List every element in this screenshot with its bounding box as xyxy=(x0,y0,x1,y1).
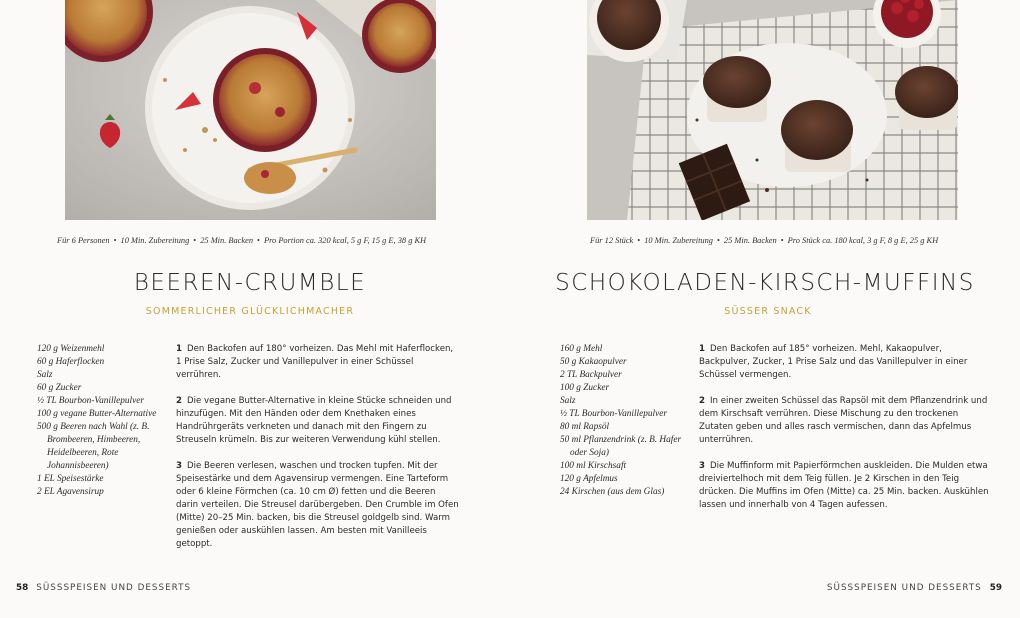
step-number: 3 xyxy=(176,461,182,471)
crumble-photo-illustration xyxy=(65,0,436,220)
recipe-meta xyxy=(57,236,426,245)
ingredient-item: 50 g Kakaopulver xyxy=(560,357,627,367)
instruction-step xyxy=(699,343,995,382)
ingredient-item: 100 ml Kirschsaft xyxy=(560,461,627,471)
bake-time: 25 Min. Backen xyxy=(723,236,777,245)
step-number: 3 xyxy=(699,461,705,471)
instruction-step xyxy=(176,395,460,447)
step-number: 1 xyxy=(699,344,705,354)
ingredient-item: 2 EL Agavensirup xyxy=(37,487,104,497)
ingredient-list xyxy=(37,343,163,499)
meta-separator: • xyxy=(113,236,117,245)
prep-time: 10 Min. Zubereitung xyxy=(120,236,190,245)
ingredient-item: 120 g Weizenmehl xyxy=(37,344,105,354)
ingredient-item: ½ TL Bourbon-Vanillepulver xyxy=(560,409,668,419)
meta-separator: • xyxy=(193,236,197,245)
meta-separator: • xyxy=(257,236,260,245)
step-text: In einer zweiten Schüssel das Rapsöl mit dem Pflanzendrink und dem Kirschsaft verrühren. Diese Mischung zu den trockenen Zutaten geben und alles rasch vermischen, dann das Apfelmus unterrühren. xyxy=(699,396,988,445)
step-text: Die Beeren verlesen, waschen und trocken tupfen. Mit der Speisestärke und dem Agavensirup vermengen. Eine Tarteform oder 6 kleine Förmchen (ca. 10 cm Ø) fetten und die Beeren darin verteilen. Die Streusel darübergeben. Den Crumble im Ofen (Mitte) 20–25 Min. backen, bis die Streusel goldgelb sind. Warm genießen oder auskühlen lassen. Am besten mit Vanilleeis getoppt. xyxy=(176,461,459,549)
instruction-step xyxy=(176,343,460,382)
crumble-photo xyxy=(65,0,436,220)
page-footer xyxy=(827,583,1002,593)
meta-separator: • xyxy=(780,236,784,245)
recipe-title: BEEREN-CRUMBLE xyxy=(133,270,367,296)
ingredient-item: 1 EL Speisestärke xyxy=(37,474,104,484)
ingredient-item: 80 ml Rapsöl xyxy=(560,422,610,432)
recipe-subtitle: SÜSSER SNACK xyxy=(724,306,812,317)
nutrition: Pro Stück ca. 180 kcal, 3 g F, 8 g E, 25 g KH xyxy=(787,236,939,245)
servings: Für 12 Stück xyxy=(590,236,634,245)
prep-time: 10 Min. Zubereitung xyxy=(644,236,713,245)
ingredient-list xyxy=(560,343,686,499)
muffin-photo xyxy=(587,0,958,220)
ingredient-item: 100 g Zucker xyxy=(560,383,610,393)
page-footer xyxy=(16,583,191,593)
meta-separator: • xyxy=(716,236,720,245)
step-text: Den Backofen auf 185° vorheizen. Mehl, Kakaopulver, Backpulver, Zucker, 1 Prise Salz und das Vanillepulver in einer Schüssel vermengen. xyxy=(699,344,968,380)
instruction-step xyxy=(699,395,995,447)
page-number: 58 xyxy=(16,583,29,593)
instruction-step xyxy=(176,460,460,551)
nutrition: Pro Portion ca. 320 kcal, 5 g F, 15 g E, 38 g KH xyxy=(263,236,427,245)
section-name: SÜSSSPEISEN UND DESSERTS xyxy=(36,583,192,593)
section-name: SÜSSSPEISEN UND DESSERTS xyxy=(826,583,982,593)
step-number: 2 xyxy=(699,396,705,406)
recipe-title: SCHOKOLADEN-KIRSCH-MUFFINS xyxy=(555,270,975,296)
ingredient-item: ½ TL Bourbon-Vanillepulver xyxy=(37,396,145,406)
ingredient-item: 500 g Beeren nach Wahl (z. B. Brombeeren, Himbeeren, Heidelbeeren, Rote Johannisbeeren) xyxy=(37,422,150,471)
page-number: 59 xyxy=(989,583,1002,593)
ingredient-item: 50 ml Pflanzendrink (z. B. Hafer oder Soja) xyxy=(560,435,682,458)
ingredient-item: Salz xyxy=(37,370,53,380)
right-page xyxy=(510,0,1020,618)
recipe-meta xyxy=(590,236,938,245)
ingredient-item: 60 g Haferflocken xyxy=(37,357,105,367)
servings: Für 6 Personen xyxy=(57,236,110,245)
instruction-step xyxy=(699,460,995,512)
muffin-photo-illustration xyxy=(587,0,958,220)
bake-time: 25 Min. Backen xyxy=(200,236,254,245)
instruction-list xyxy=(176,343,460,564)
step-number: 1 xyxy=(176,344,182,354)
step-text: Den Backofen auf 180° vorheizen. Das Mehl mit Haferflocken, 1 Prise Salz, Zucker und Vanillepulver in einer Schüssel verrühren. xyxy=(176,344,454,380)
ingredient-item: 2 TL Backpulver xyxy=(560,370,622,380)
ingredient-item: 60 g Zucker xyxy=(37,383,82,393)
step-text: Die vegane Butter-Alternative in kleine Stücke schneiden und hinzufügen. Mit den Händen oder dem Knethaken eines Handrührgeräts verkneten und danach mit den Fingern zu Streuseln krümeln. Bis zur weiteren Verwendung kühl stellen. xyxy=(176,396,452,445)
step-number: 2 xyxy=(176,396,182,406)
instruction-list xyxy=(699,343,995,525)
step-text: Die Muffinform mit Papierförmchen auskleiden. Die Mulden etwa dreiviertelhoch mit dem Teig füllen. Je 2 Kirschen in den Teig drücken. Die Muffins im Ofen (Mitte) ca. 25 Min. backen. Auskühlen lassen und innerhalb von 4 Tagen aufessen. xyxy=(699,461,989,510)
recipe-subtitle: SOMMERLICHER GLÜCKLICHMACHER xyxy=(145,306,355,317)
ingredient-item: 24 Kirschen (aus dem Glas) xyxy=(560,487,665,497)
ingredient-item: 160 g Mehl xyxy=(560,344,603,354)
ingredient-item: Salz xyxy=(560,396,576,406)
ingredient-item: 120 g Apfelmus xyxy=(560,474,618,484)
meta-separator: • xyxy=(637,236,641,245)
ingredient-item: 100 g vegane Butter-Alternative xyxy=(37,409,157,419)
